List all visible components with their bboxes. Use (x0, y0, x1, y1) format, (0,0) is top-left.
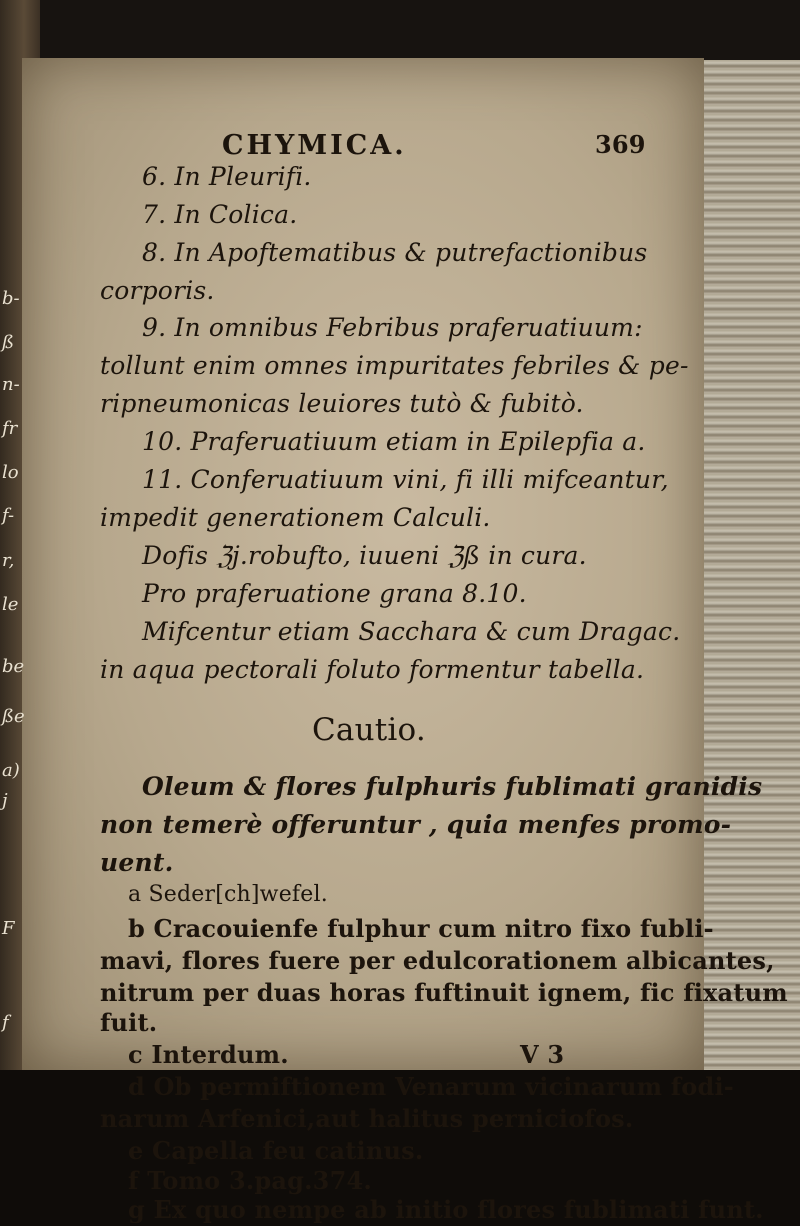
margin-fragment: n- (2, 374, 20, 395)
body-line: tollunt enim omnes impuritates febriles & pe- (100, 351, 689, 380)
margin-fragment: fr (2, 418, 18, 439)
footnote-line: e Capella feu catinus. (128, 1136, 424, 1165)
margin-fragment: F (2, 918, 15, 939)
margin-fragment: j (2, 790, 8, 811)
footnote-line: fuit. (100, 1008, 158, 1037)
signature-mark: V 3 (520, 1040, 565, 1069)
body-line: 11. Conferuatiuum vini, fi illi mifceantur, (142, 465, 669, 494)
page-number: 369 (595, 130, 646, 159)
footnote-line: c Interdum. (128, 1040, 289, 1069)
margin-fragment: be (2, 656, 25, 677)
body-line: Mifcentur etiam Sacchara & cum Dragac. (142, 617, 681, 646)
footnote-line: a Seder[ch]wefel. (128, 882, 328, 907)
margin-fragment: f- (2, 505, 15, 526)
body-line: 10. Praferuatiuum etiam in Epilepfia a. (142, 427, 646, 456)
caution-line: Oleum & flores fulphuris fublimati granidis (142, 772, 763, 801)
margin-fragment: lo (2, 462, 19, 483)
footnote-line: f Tomo 3.pag.374. (128, 1166, 372, 1195)
margin-fragment: le (2, 594, 19, 615)
footnote-line: nitrum per duas horas fuftinuit ignem, fic fixatum (100, 978, 788, 1007)
margin-fragment: b- (2, 288, 20, 309)
body-line: corporis. (100, 276, 215, 305)
caution-line: uent. (100, 848, 174, 877)
margin-fragment: a) (2, 760, 20, 781)
section-heading: Cautio. (312, 712, 426, 748)
margin-fragment: r, (2, 550, 15, 571)
footnote-line: mavi, flores fuere per edulcorationem albicantes, (100, 946, 775, 975)
margin-fragment: ß (2, 332, 15, 353)
body-line: 8. In Apoftematibus & putrefactionibus (142, 238, 648, 267)
footnote-line: b Cracouienfe fulphur cum nitro fixo fubli- (128, 914, 714, 943)
caution-line: non temerè offeruntur , quia menfes promo- (100, 810, 732, 839)
running-title: CHYMICA. (222, 130, 407, 161)
body-line: in aqua pectorali foluto formentur tabella. (100, 655, 645, 684)
body-line: Dofis ℨj.robufto, iuueni ℨß in cura. (142, 541, 587, 570)
body-line: 7. In Colica. (142, 200, 298, 229)
footnote-line: g Ex quo nempe ab initio flores fublimati funt. (128, 1195, 764, 1224)
body-line: Pro praferuatione grana 8.10. (142, 579, 527, 608)
body-line: 9. In omnibus Febribus praferuatiuum: (142, 313, 643, 342)
margin-fragment: f (2, 1012, 9, 1033)
body-line: impedit generationem Calculi. (100, 503, 491, 532)
footnote-line: d Ob permiftionem Venarum vicinarum fodi- (128, 1072, 734, 1101)
margin-fragment: ße (2, 706, 25, 727)
footnote-line: narum Arfenici,aut halitus perniciofos. (100, 1104, 634, 1133)
body-line: ripneumonicas leuiores tutò & fubitò. (100, 389, 584, 418)
body-line: 6. In Pleurifi. (142, 162, 312, 191)
